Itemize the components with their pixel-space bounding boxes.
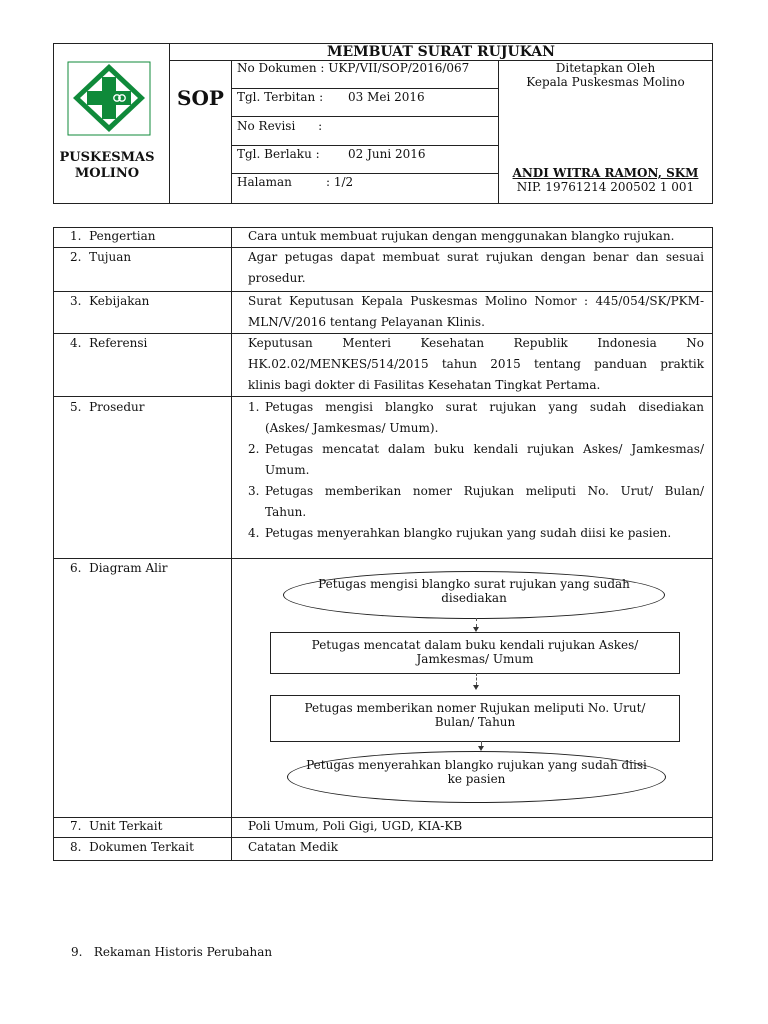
prosedur-num: 1. bbox=[248, 400, 260, 414]
flow-step-1 bbox=[283, 571, 665, 619]
prosedur-line: Petugas menyerahkan blangko rujukan yang sudah diisi ke pasien. bbox=[265, 526, 672, 540]
text-kebijakan bbox=[248, 291, 704, 333]
text-tujuan bbox=[248, 247, 704, 289]
flow-step-3-line2: Bulan/ Tahun bbox=[434, 715, 516, 729]
prosedur-line: Umum. bbox=[265, 463, 310, 477]
tgl-terbitan-value: 03 Mei 2016 bbox=[348, 90, 425, 104]
halaman-value: : 1/2 bbox=[326, 175, 354, 189]
flow-arrow-head bbox=[473, 685, 479, 690]
tgl-berlaku-value: 02 Juni 2016 bbox=[348, 147, 426, 161]
text-unit-terkait: Poli Umum, Poli Gigi, UGD, KIA-KB bbox=[248, 819, 463, 833]
label-prosedur: 5. Prosedur bbox=[70, 400, 145, 414]
flow-step-3-line1: Petugas memberikan nomer Rujukan meliputi No. Urut/ bbox=[304, 701, 646, 715]
prosedur-num: 3. bbox=[248, 484, 260, 498]
prosedur-line: Tahun. bbox=[265, 505, 307, 519]
referensi-line1: Keputusan Menteri Kesehatan Republik Indonesia No bbox=[248, 336, 704, 350]
prosedur-item bbox=[248, 523, 704, 544]
label-dokumen-terkait: 8. Dokumen Terkait bbox=[70, 840, 194, 854]
tujuan-line2: prosedur. bbox=[248, 271, 306, 285]
label-referensi: 4. Referensi bbox=[70, 336, 148, 350]
label-pengertian: 1. Pengertian bbox=[70, 229, 156, 243]
flow-step-4-line1: Petugas menyerahkan blangko rujukan yang sudah diisi bbox=[306, 758, 647, 772]
org-name-line1: PUSKESMAS bbox=[59, 150, 155, 165]
ditetapkan-oleh: Ditetapkan Oleh bbox=[555, 61, 656, 75]
prosedur-num: 2. bbox=[248, 442, 260, 456]
text-dokumen-terkait: Catatan Medik bbox=[248, 840, 339, 854]
flow-step-4 bbox=[287, 751, 666, 803]
kebijakan-line1: Surat Keputusan Kepala Puskesmas Molino Nomor : 445/054/SK/PKM- bbox=[248, 294, 704, 308]
label-unit-terkait: 7. Unit Terkait bbox=[70, 819, 163, 833]
org-name-line2: MOLINO bbox=[74, 166, 140, 181]
referensi-line3: klinis bagi dokter di Fasilitas Kesehatan Tingkat Pertama. bbox=[248, 378, 601, 392]
puskesmas-logo bbox=[67, 61, 151, 136]
label-tujuan: 2. Tujuan bbox=[70, 250, 132, 264]
prosedur-item bbox=[248, 439, 704, 481]
halaman-label: Halaman bbox=[237, 175, 292, 189]
prosedur-line: Petugas mencatat dalam buku kendali rujukan Askes/ Jamkesmas/ bbox=[265, 442, 704, 456]
kepala-puskesmas: Kepala Puskesmas Molino bbox=[526, 75, 685, 89]
tgl-terbitan-label: Tgl. Terbitan : bbox=[237, 90, 324, 104]
flow-step-2-line1: Petugas mencatat dalam buku kendali rujukan Askes/ bbox=[311, 638, 639, 652]
label-diagram-alir: 6. Diagram Alir bbox=[70, 561, 168, 575]
flow-step-1-line1: Petugas mengisi blangko surat rujukan yang sudah bbox=[318, 577, 630, 591]
prosedur-num: 4. bbox=[248, 526, 260, 540]
text-referensi bbox=[248, 333, 704, 396]
document-title: MEMBUAT SURAT RUJUKAN bbox=[327, 44, 555, 60]
tujuan-line1: Agar petugas dapat membuat surat rujukan dengan benar dan sesuai bbox=[248, 250, 704, 264]
flow-step-2-line2: Jamkesmas/ Umum bbox=[416, 652, 534, 666]
prosedur-line: (Askes/ Jamkesmas/ Umum). bbox=[265, 421, 439, 435]
flow-arrow bbox=[476, 618, 477, 627]
label-kebijakan: 3. Kebijakan bbox=[70, 294, 150, 308]
prosedur-line: Petugas memberikan nomer Rujukan meliputi No. Urut/ Bulan/ bbox=[265, 484, 704, 498]
flow-step-4-line2: ke pasien bbox=[447, 772, 506, 786]
flow-step-2 bbox=[270, 632, 680, 674]
prosedur-item bbox=[248, 481, 704, 523]
flow-step-1-line2: disediakan bbox=[441, 591, 507, 605]
no-revisi: No Revisi : bbox=[237, 119, 323, 133]
prosedur-item bbox=[248, 397, 704, 439]
no-dokumen: No Dokumen : UKP/VII/SOP/2016/067 bbox=[237, 61, 470, 75]
referensi-line2: HK.02.02/MENKES/514/2015 tahun 2015 tentang panduan praktik bbox=[248, 357, 704, 371]
rekaman-historis: 9. Rekaman Historis Perubahan bbox=[71, 945, 273, 959]
sop-label: SOP bbox=[177, 86, 224, 110]
tgl-berlaku-label: Tgl. Berlaku : bbox=[237, 147, 320, 161]
signer-name: ANDI WITRA RAMON, SKM bbox=[512, 166, 699, 180]
prosedur-list bbox=[248, 397, 704, 544]
flow-step-3 bbox=[270, 695, 680, 742]
flow-arrow bbox=[476, 673, 477, 685]
prosedur-line: Petugas mengisi blangko surat rujukan yang sudah disediakan bbox=[265, 400, 704, 414]
kebijakan-line2: MLN/V/2016 tentang Pelayanan Klinis. bbox=[248, 315, 485, 329]
text-pengertian: Cara untuk membuat rujukan dengan menggunakan blangko rujukan. bbox=[248, 229, 675, 243]
signer-nip: NIP. 19761214 200502 1 001 bbox=[516, 180, 695, 194]
